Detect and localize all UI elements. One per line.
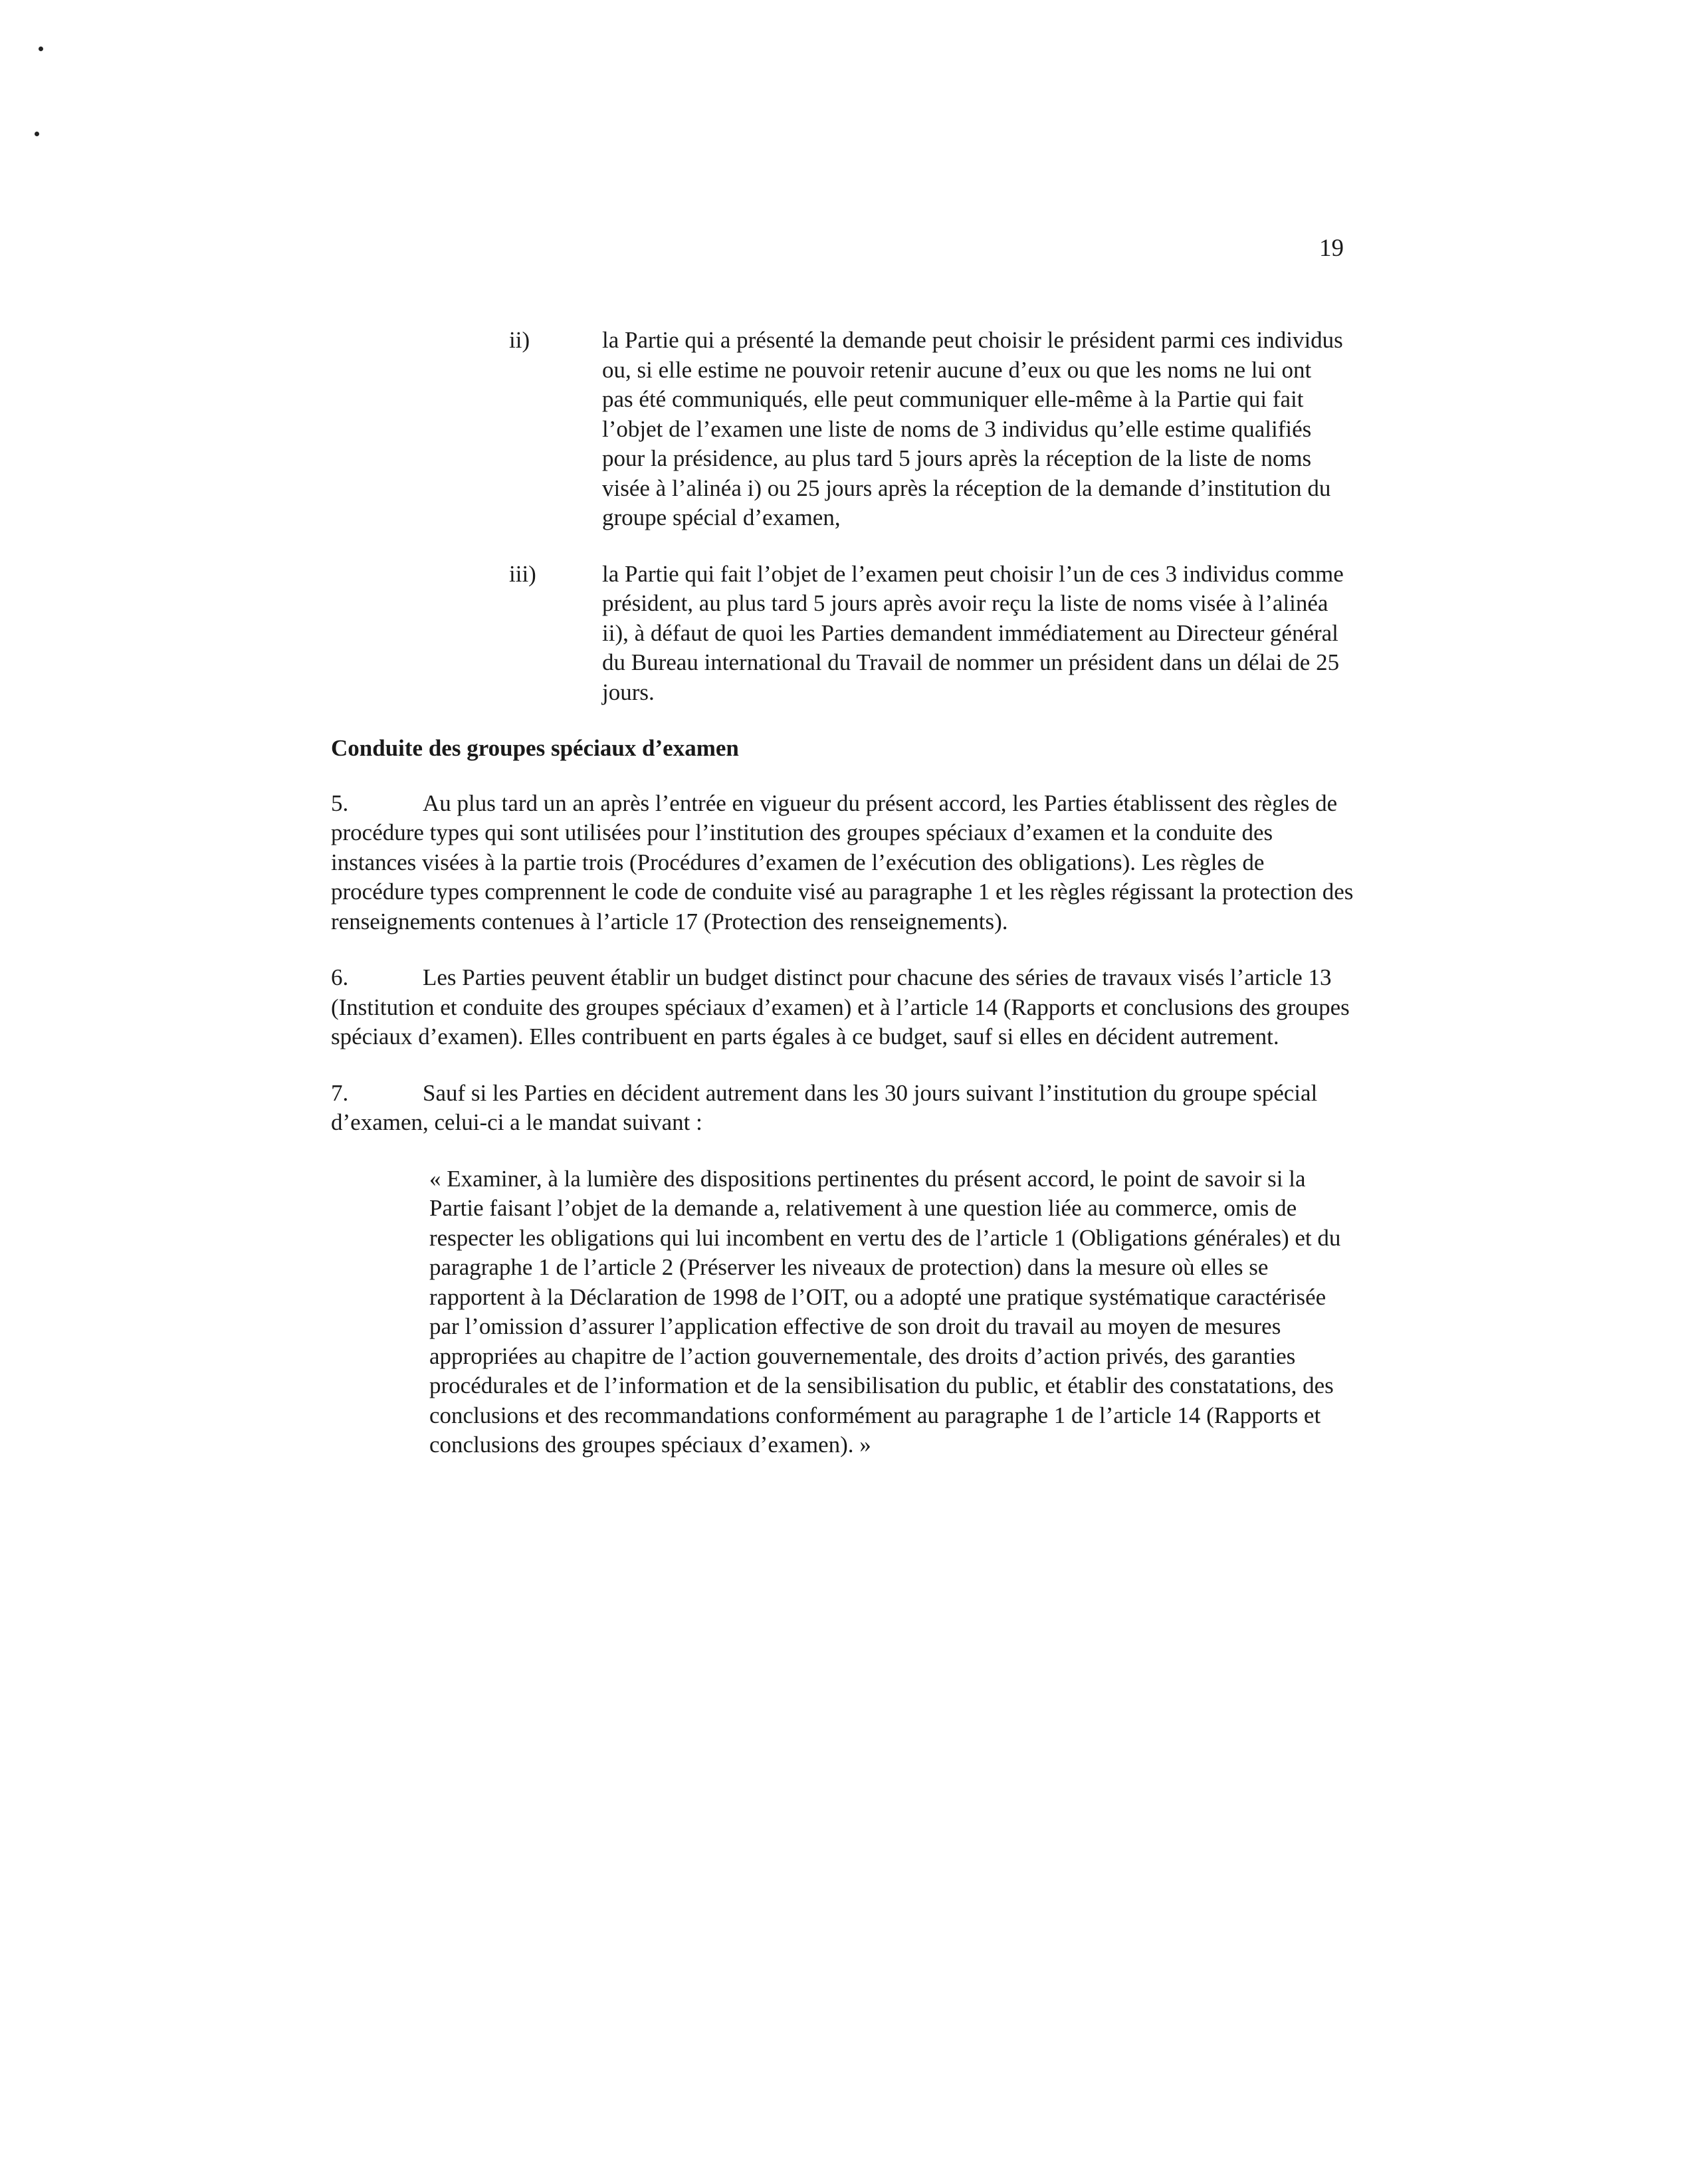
document-body — [331, 326, 1358, 1460]
section-heading: Conduite des groupes spéciaux d’examen — [331, 735, 739, 761]
paragraph-number: 6. — [331, 964, 349, 990]
subitem-label: ii) — [509, 327, 530, 353]
subitem-iii — [331, 560, 1358, 708]
subitem-ii — [331, 326, 1358, 533]
paragraph-text: Les Parties peuvent établir un budget distinct pour chacune des séries de travaux visés l’article 13 (Institution et conduite des groupes spéciaux d’examen) et à l’article 14 (Rapports et conclusions des groupes spéciaux d’examen). Elles contribuent en parts égales à ce budget, sauf si elles en décident autrement. — [331, 964, 1350, 1049]
page-number: 19 — [1319, 235, 1344, 262]
mandate-quote: « Examiner, à la lumière des dispositions pertinentes du présent accord, le point de savoir si la Partie faisant l’objet de la demande a, relativement à une question liée au commerce, omis de respecter les obligations qui lui incombent en vertu des de l’article 1 (Obligations générales) et du paragraphe 1 de l’article 2 (Préserver les niveaux de protection) dans la mesure où elles se rapportent à la Déclaration de 1998 de l’OIT, ou a adopté une pratique systématique caractérisée par l’omission d’assurer l’application effective de son droit du travail au moyen de mesures appropriées au chapitre de l’action gouvernementale, des droits d’action privés, des garanties procédurales et de l’information et de la sensibilisation du public, et établir des constatations, des conclusions et des recommandations conformément au paragraphe 1 de l’article 14 (Rapports et conclusions des groupes spéciaux d’examen). » — [429, 1165, 1341, 1458]
paragraph-text: Au plus tard un an après l’entrée en vigueur du présent accord, les Parties établissent des règles de procédure types qui sont utilisées pour l’institution des groupes spéciaux d’examen et la conduite des instances visées à la partie trois (Procédures d’examen de l’exécution des obligations). Les règles de procédure types comprennent le code de conduite visé au paragraphe 1 et les règles régissant la protection des renseignements contenues à l’article 17 (Protection des renseignements). — [331, 790, 1354, 934]
subitem-label: iii) — [509, 560, 536, 587]
scan-mark-lower — [35, 132, 39, 136]
paragraph-text: Sauf si les Parties en décident autrement dans les 30 jours suivant l’institution du groupe spécial d’examen, celui-ci a le mandat suivant : — [331, 1079, 1318, 1135]
paragraph-7 — [331, 1079, 1358, 1138]
subitem-text: la Partie qui fait l’objet de l’examen peut choisir l’un de ces 3 individus comme président, au plus tard 5 jours après avoir reçu la liste de noms visée à l’alinéa ii), à défaut de quoi les Parties demandent immédiatement au Directeur général du Bureau international du Travail de nommer un président dans un délai de 25 jours. — [602, 560, 1344, 705]
paragraph-number: 7. — [331, 1079, 349, 1106]
paragraph-6 — [331, 963, 1358, 1052]
subitem-text: la Partie qui a présenté la demande peut choisir le président parmi ces individus ou, si elle estime ne pouvoir retenir aucune d’eux ou que les noms ne lui ont pas été communiqués, elle peut communiquer elle-même à la Partie qui fait l’objet de l’examen une liste de noms de 3 individus qu’elle estime qualifiés pour la présidence, au plus tard 5 jours après la réception de la liste de noms visée à l’alinéa i) ou 25 jours après la réception de la demande d’institution du groupe spécial d’examen, — [602, 327, 1343, 530]
paragraph-5 — [331, 789, 1358, 937]
paragraph-number: 5. — [331, 790, 349, 816]
scan-mark-top — [39, 47, 43, 51]
